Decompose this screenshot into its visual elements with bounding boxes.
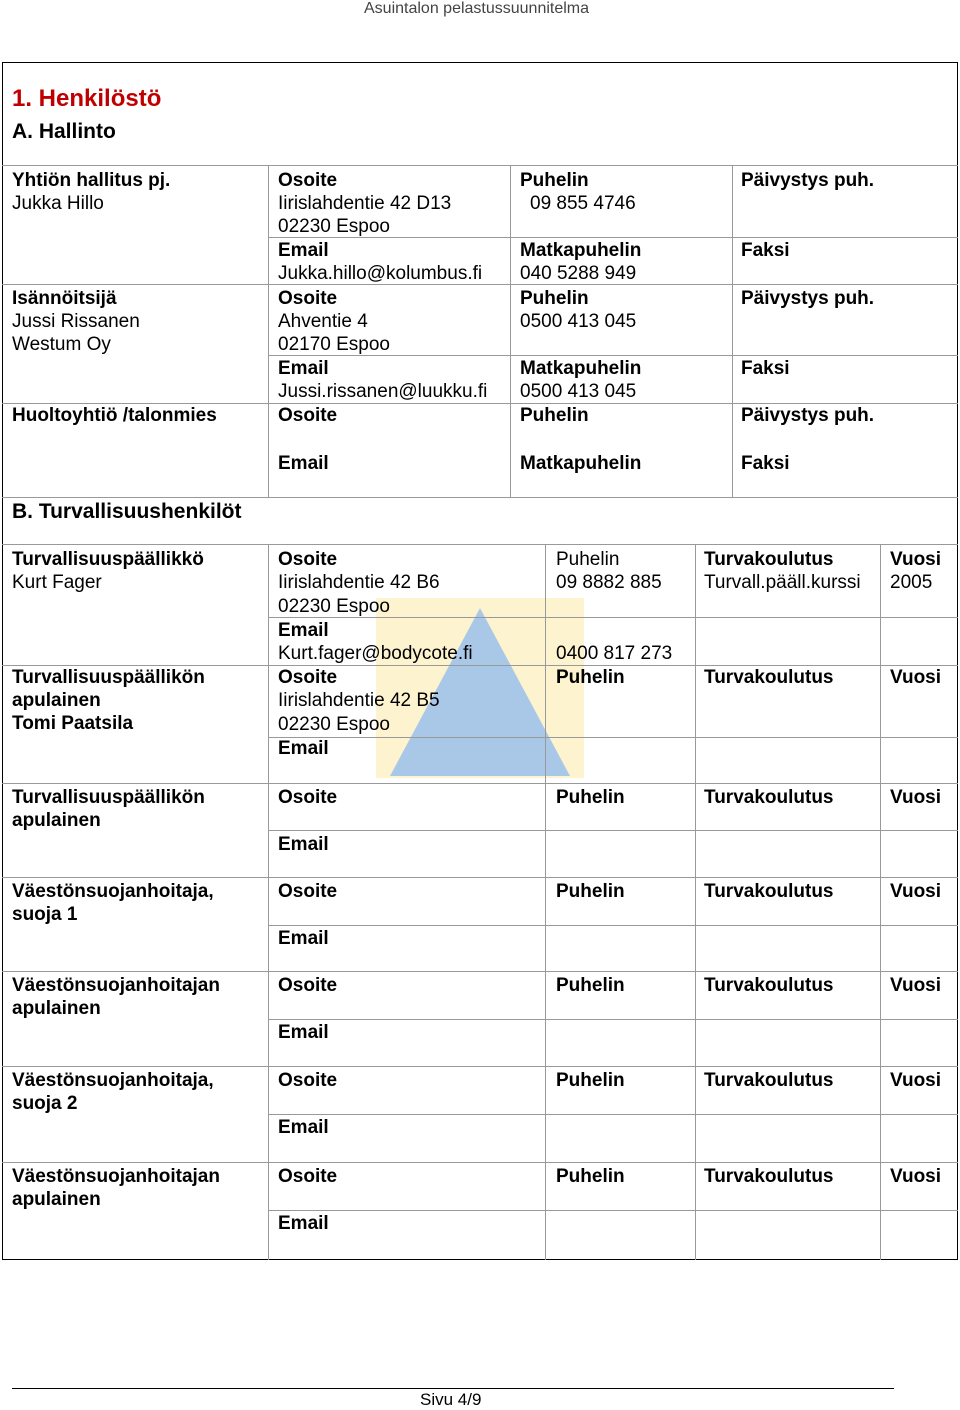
role-label: Turvallisuuspäällikön xyxy=(12,787,205,808)
vuosi-label: Vuosi xyxy=(890,787,942,808)
puhelin-label: Puhelin xyxy=(556,787,625,808)
section-title: 1. Henkilöstö xyxy=(12,85,162,112)
email-label: Email xyxy=(278,1213,329,1234)
role-label-cont: suoja 2 xyxy=(12,1093,78,1114)
footer-rule xyxy=(12,1388,894,1389)
address-line: Ahventie 4 xyxy=(278,311,368,332)
matkapuhelin-label: Matkapuhelin xyxy=(520,358,642,379)
turvakoulutus-label: Turvakoulutus xyxy=(704,881,834,902)
role-label: Väestönsuojanhoitajan xyxy=(12,975,220,996)
turvakoulutus-label: Turvakoulutus xyxy=(704,1070,834,1091)
divider xyxy=(2,877,958,878)
email-label: Email xyxy=(278,928,329,949)
email-label: Email xyxy=(278,834,329,855)
document-header: Asuintalon pelastussuunnitelma xyxy=(364,0,590,17)
subsection-a-title: A. Hallinto xyxy=(12,120,116,143)
training-value: Turvall.pääll.kurssi xyxy=(704,572,861,593)
subsection-b-title: B. Turvallisuushenkilöt xyxy=(12,500,242,523)
divider xyxy=(2,1162,958,1163)
puhelin-label: Puhelin xyxy=(520,405,589,426)
divider xyxy=(2,544,958,545)
matkapuhelin-label: Matkapuhelin xyxy=(520,453,642,474)
email-label: Email xyxy=(278,1117,329,1138)
email-value: Kurt.fager@bodycote.fi xyxy=(278,643,473,664)
osoite-label: Osoite xyxy=(278,975,338,996)
turvakoulutus-label: Turvakoulutus xyxy=(704,975,834,996)
divider xyxy=(2,971,958,972)
osoite-label: Osoite xyxy=(278,1166,338,1187)
page-number: Sivu 4/9 xyxy=(420,1390,482,1409)
divider xyxy=(2,1066,958,1067)
turvakoulutus-label: Turvakoulutus xyxy=(704,1166,834,1187)
email-label: Email xyxy=(278,358,329,379)
role-label-cont: apulainen xyxy=(12,1189,101,1210)
email-label: Email xyxy=(278,738,329,759)
paivystys-label: Päivystys puh. xyxy=(741,405,875,426)
email-label: Email xyxy=(278,240,329,261)
role-label-cont: apulainen xyxy=(12,810,101,831)
puhelin-label: Puhelin xyxy=(556,881,625,902)
vuosi-label: Vuosi xyxy=(890,1166,942,1187)
mobile-value: 0400 817 273 xyxy=(556,643,673,664)
mobile-value: 0500 413 045 xyxy=(520,381,637,402)
vuosi-label: Vuosi xyxy=(890,881,942,902)
puhelin-label: Puhelin xyxy=(556,667,625,688)
divider xyxy=(268,1114,958,1115)
role-label: Turvallisuuspäällikön xyxy=(12,667,205,688)
email-value: Jukka.hillo@kolumbus.fi xyxy=(278,263,483,284)
person-name: Jukka Hillo xyxy=(12,193,104,214)
osoite-label: Osoite xyxy=(278,1070,338,1091)
divider xyxy=(732,165,733,497)
puhelin-label: Puhelin xyxy=(556,1166,625,1187)
phone-value: 09 855 4746 xyxy=(530,193,636,214)
divider xyxy=(268,737,958,738)
divider xyxy=(2,783,958,784)
address-line: 02230 Espoo xyxy=(278,216,390,237)
phone-value: 09 8882 885 xyxy=(556,572,662,593)
email-label: Email xyxy=(278,620,329,641)
divider xyxy=(2,497,958,498)
role-label: Turvallisuuspäällikkö xyxy=(12,549,204,570)
divider xyxy=(545,544,546,1260)
email-label: Email xyxy=(278,1022,329,1043)
puhelin-label: Puhelin xyxy=(556,975,625,996)
role-label: Yhtiön hallitus pj. xyxy=(12,170,171,191)
role-label: Väestönsuojanhoitaja, xyxy=(12,1070,214,1091)
matkapuhelin-label: Matkapuhelin xyxy=(520,240,642,261)
person-name: Kurt Fager xyxy=(12,572,102,593)
osoite-label: Osoite xyxy=(278,787,338,808)
paivystys-label: Päivystys puh. xyxy=(741,288,875,309)
divider xyxy=(268,1019,958,1020)
email-label: Email xyxy=(278,453,329,474)
paivystys-label: Päivystys puh. xyxy=(741,170,875,191)
divider xyxy=(268,925,958,926)
turvakoulutus-label: Turvakoulutus xyxy=(704,787,834,808)
vuosi-label: Vuosi xyxy=(890,667,942,688)
vuosi-label: Vuosi xyxy=(890,1070,942,1091)
osoite-label: Osoite xyxy=(278,405,338,426)
puhelin-label: Puhelin xyxy=(520,170,589,191)
role-label: Väestönsuojanhoitaja, xyxy=(12,881,214,902)
address-line: Iirislahdentie 42 B5 xyxy=(278,690,440,711)
turvakoulutus-label: Turvakoulutus xyxy=(704,549,834,570)
osoite-label: Osoite xyxy=(278,667,338,688)
role-label-cont: suoja 1 xyxy=(12,904,78,925)
mobile-value: 040 5288 949 xyxy=(520,263,637,284)
divider xyxy=(268,165,269,497)
puhelin-label: Puhelin xyxy=(556,1070,625,1091)
osoite-label: Osoite xyxy=(278,881,338,902)
role-label: Isännöitsijä xyxy=(12,288,117,309)
person-name: Jussi Rissanen xyxy=(12,311,140,332)
turvakoulutus-label: Turvakoulutus xyxy=(704,667,834,688)
puhelin-label: Puhelin xyxy=(520,288,589,309)
role-label: Huoltoyhtiö /talonmies xyxy=(12,405,217,426)
role-label: Väestönsuojanhoitajan xyxy=(12,1166,220,1187)
address-line: 02230 Espoo xyxy=(278,596,390,617)
divider xyxy=(268,830,958,831)
email-value: Jussi.rissanen@luukku.fi xyxy=(278,381,488,402)
divider xyxy=(268,544,269,1260)
divider xyxy=(2,165,958,166)
divider xyxy=(268,1210,958,1211)
divider xyxy=(695,544,696,1260)
role-label-cont: apulainen xyxy=(12,998,101,1019)
address-line: 02230 Espoo xyxy=(278,714,390,735)
osoite-label: Osoite xyxy=(278,288,338,309)
phone-value: 0500 413 045 xyxy=(520,311,637,332)
address-line: 02170 Espoo xyxy=(278,334,390,355)
osoite-label: Osoite xyxy=(278,170,338,191)
faksi-label: Faksi xyxy=(741,453,790,474)
faksi-label: Faksi xyxy=(741,240,790,261)
vuosi-label: Vuosi xyxy=(890,549,942,570)
role-label-cont: apulainen xyxy=(12,690,101,711)
year-value: 2005 xyxy=(890,572,933,593)
faksi-label: Faksi xyxy=(741,358,790,379)
vuosi-label: Vuosi xyxy=(890,975,942,996)
watermark-logo-icon xyxy=(376,598,584,778)
puhelin-label: Puhelin xyxy=(556,549,620,570)
osoite-label: Osoite xyxy=(278,549,338,570)
divider xyxy=(510,165,511,497)
address-line: Iirislahdentie 42 B6 xyxy=(278,572,440,593)
address-line: Iirislahdentie 42 D13 xyxy=(278,193,452,214)
company-name: Westum Oy xyxy=(12,334,111,355)
divider xyxy=(880,544,881,1260)
person-name: Tomi Paatsila xyxy=(12,713,134,734)
